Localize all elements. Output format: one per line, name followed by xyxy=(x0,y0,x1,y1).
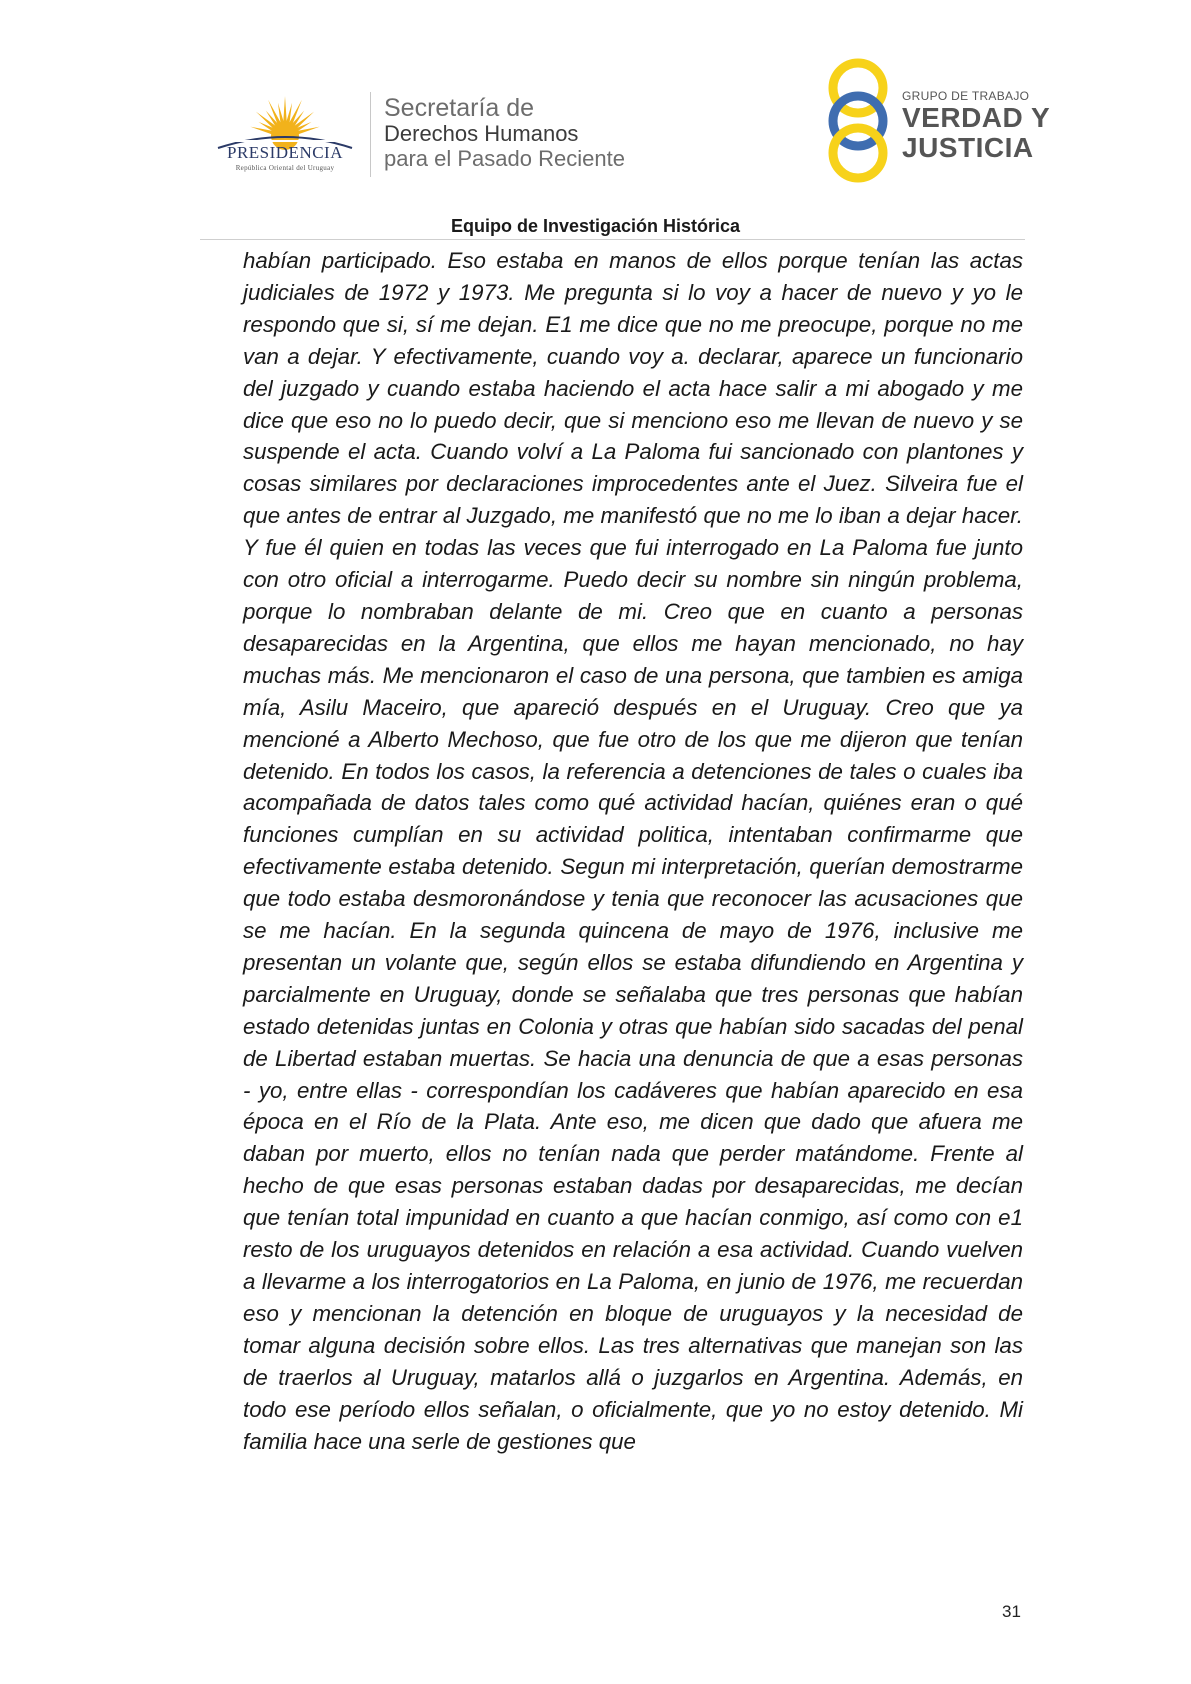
grupo-trabajo-block xyxy=(902,89,1050,163)
grupo-small-label: GRUPO DE TRABAJO xyxy=(902,89,1030,103)
header-rule xyxy=(200,239,1025,240)
presidencia-label: PRESIDENCIA xyxy=(226,143,343,162)
secretaria-line-3: para el Pasado Reciente xyxy=(384,146,625,171)
presidencia-subtitle: República Oriental del Uruguay xyxy=(235,164,335,172)
secretaria-line-1: Secretaría de xyxy=(384,94,535,122)
section-title: Equipo de Investigación Histórica xyxy=(450,216,741,236)
header-divider xyxy=(370,92,371,177)
grupo-line-1: VERDAD Y xyxy=(902,102,1051,133)
verdad-justicia-rings-logo xyxy=(818,55,898,185)
grupo-line-2: JUSTICIA xyxy=(902,132,1034,163)
page-header xyxy=(0,0,1191,240)
secretaria-line-2: Derechos Humanos xyxy=(384,121,579,146)
testimony-paragraph: habían participado. Eso estaba en manos de ellos porque tenían las actas judiciales de 1972 y 1973. Me pregunta si lo voy a hacer de nuevo y yo le respondo que si, sí me dejan. E1 me dice que no me preocupe, porque no me van a dejar. Y efectivamente, cuando voy a. declarar, aparece un funcionario del juzgado y cuando estaba haciendo el acta hace salir a mi abogado y me dice que eso no lo puedo decir, que si menciono eso me llevan de nuevo y se suspende el acta. Cuando volví a La Paloma fui sancionado con plantones y cosas similares por declaraciones improcedentes ante el Juez. Silveira fue el que antes de entrar al Juzgado, me manifestó que no me lo iban a dejar hacer. Y fue él quien en todas las veces que fui interrogado en La Paloma fue junto con otro oficial a interrogarme. Puedo decir su nombre sin ningún problema, porque lo nombraban delante de mi. Creo que en cuanto a personas desaparecidas en la Argentina, que ellos me hayan mencionado, no hay muchas más. Me mencionaron el caso de una persona, que tambien es amiga mía, Asilu Maceiro, que apareció después en el Uruguay. Creo que ya mencioné a Alberto Mechoso, que fue otro de los que me dijeron que tenían detenido. En todos los casos, la referencia a detenciones de tales o cuales iba acompañada de datos tales como qué actividad hacían, quiénes eran o qué funciones cumplían en su actividad politica, intentaban confirmarme que efectivamente estaba detenido. Segun mi interpretación, querían demostrarme que todo estaba desmoronándose y tenia que reconocer las acusaciones que se me hacían. En la segunda quincena de mayo de 1976, inclusive me presentan un volante que, según ellos se estaba difundiendo en Argentina y parcialmente en Uruguay, donde se señalaba que tres personas que habían estado detenidas juntas en Colonia y otras que habían sido sacadas del penal de Libertad estaban muertas. Se hacia una denuncia de que a esas personas - yo, entre ellas - correspondían los cadáveres que habían aparecido en esa época en el Río de la Plata. Ante eso, me dicen que dado que afuera me daban por muerto, ellos no tenían nada que perder matándome. Frente al hecho de que esas personas estaban dadas por desaparecidas, me decían que tenían total impunidad en cuanto a que hacían conmigo, así como con e1 resto de los uruguayos detenidos en relación a esa actividad. Cuando vuelven a llevarme a los interrogatorios en La Paloma, en junio de 1976, me recuerdan eso y mencionan la detención en bloque de uruguayos y la necesidad de tomar alguna decisión sobre ellos. Las tres alternativas que manejan son las de traerlos al Uruguay, matarlos allá o juzgarlos en Argentina. Además, en todo ese período ellos señalan, o oficialmente, que yo no estoy detenido. Mi familia hace una serle de gestiones que xyxy=(243,248,1023,1454)
page-number: 31 xyxy=(1002,1602,1021,1621)
secretaria-title xyxy=(384,96,625,171)
